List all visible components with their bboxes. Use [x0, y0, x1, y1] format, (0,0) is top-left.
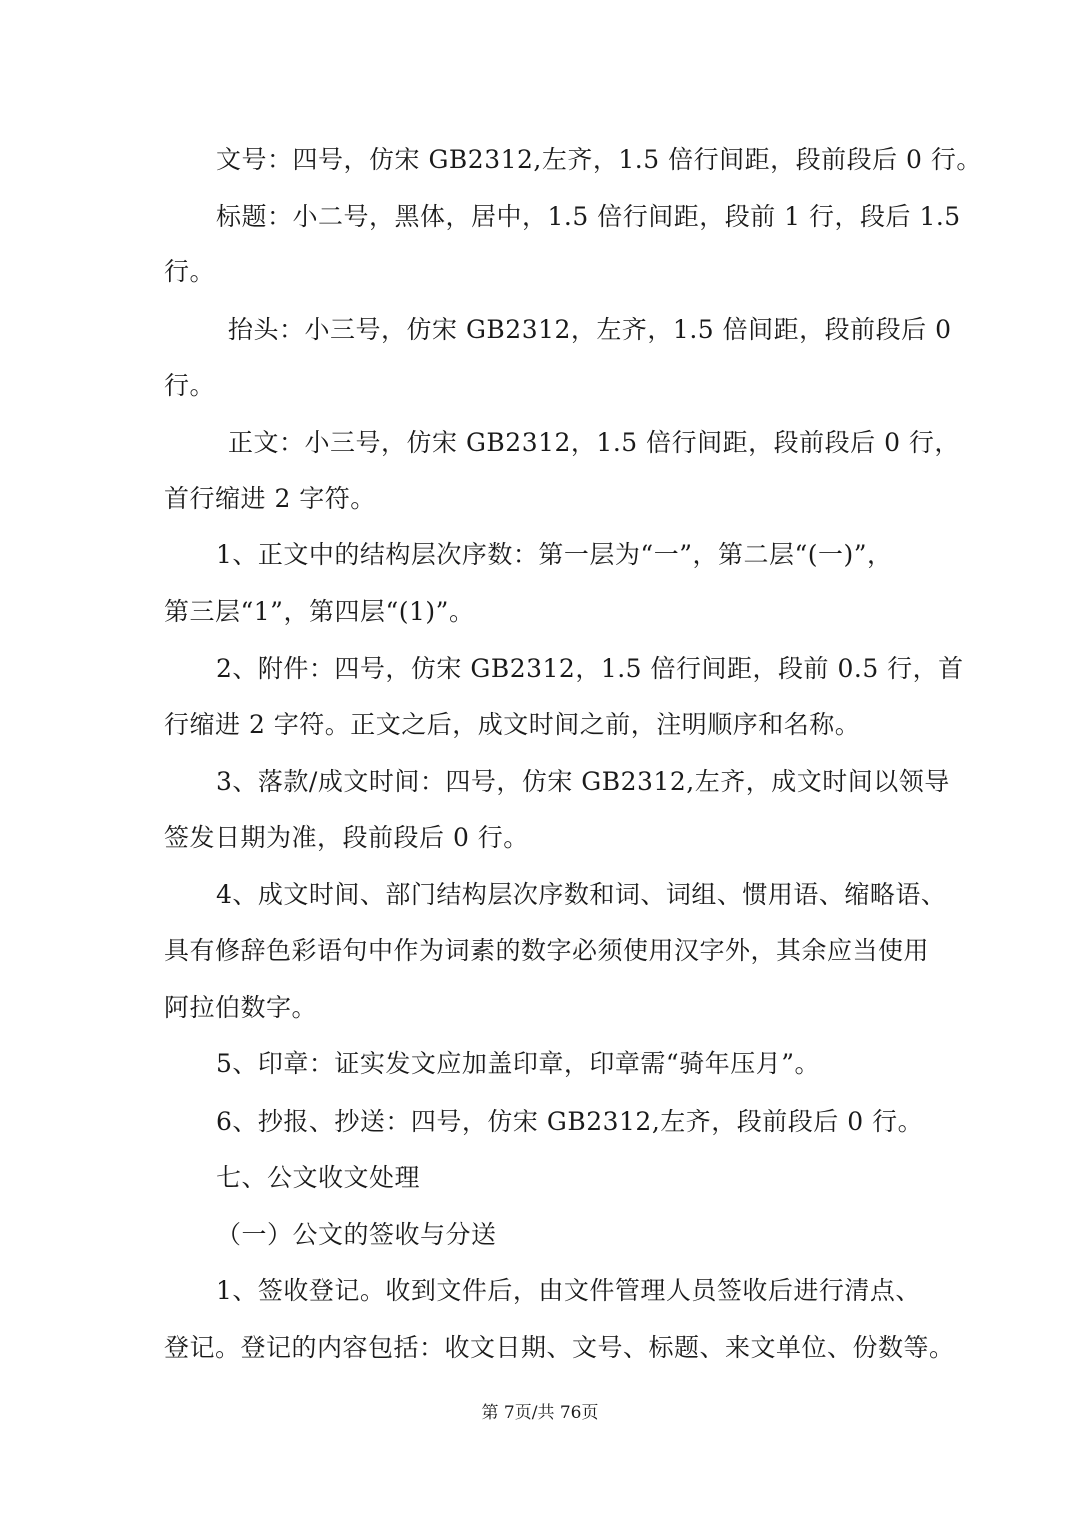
paragraph-line-wenhao: 文号：四号，仿宋 GB2312,左齐，1.5 倍行间距，段前段后 0 行。 [216, 145, 982, 174]
list-item-3: 3、落款/成文时间：四号，仿宋 GB2312,左齐，成文时间以领导 [216, 767, 950, 796]
paragraph-line-taitou: 抬头：小三号，仿宋 GB2312，左齐，1.5 倍间距，段前段后 0 [228, 315, 952, 344]
list-item-4-cont-1: 具有修辞色彩语句中作为词素的数字必须使用汉字外，其余应当使用 [164, 936, 930, 965]
list-item-4-cont-2: 阿拉伯数字。 [164, 993, 318, 1022]
list-item-1-cont: 第三层“1”，第四层“(1)”。 [164, 597, 475, 626]
paragraph-line-biaoti-cont: 行。 [164, 257, 216, 286]
list-item-3-cont: 签发日期为准，段前段后 0 行。 [164, 823, 529, 852]
list-item-2: 2、附件：四号，仿宋 GB2312，1.5 倍行间距，段前 0.5 行，首 [216, 654, 964, 683]
list-item-signin: 1、签收登记。收到文件后，由文件管理人员签收后进行清点、 [216, 1276, 921, 1305]
paragraph-line-taitou-cont: 行。 [164, 371, 216, 400]
page-number-footer: 第 7页/共 76页 [481, 1403, 599, 1423]
paragraph-line-biaoti: 标题：小二号，黑体，居中，1.5 倍行间距，段前 1 行，段后 1.5 [216, 202, 961, 231]
list-item-5: 5、印章：证实发文应加盖印章，印章需“骑年压月”。 [216, 1049, 820, 1078]
subsection-heading-1: （一）公文的签收与分送 [216, 1220, 497, 1249]
list-item-6: 6、抄报、抄送：四号，仿宋 GB2312,左齐，段前段后 0 行。 [216, 1107, 924, 1136]
paragraph-line-zhengwen: 正文：小三号，仿宋 GB2312，1.5 倍行间距，段前段后 0 行， [228, 428, 960, 457]
list-item-2-cont: 行缩进 2 字符。正文之后，成文时间之前，注明顺序和名称。 [164, 710, 861, 739]
list-item-4: 4、成文时间、部门结构层次序数和词、词组、惯用语、缩略语、 [216, 880, 947, 909]
paragraph-line-zhengwen-cont: 首行缩进 2 字符。 [164, 484, 376, 513]
list-item-signin-cont: 登记。登记的内容包括：收文日期、文号、标题、来文单位、份数等。 [164, 1333, 955, 1362]
list-item-1: 1、正文中的结构层次序数：第一层为“一”，第二层“(一)”， [216, 540, 893, 569]
section-heading-7: 七、公文收文处理 [216, 1163, 421, 1192]
